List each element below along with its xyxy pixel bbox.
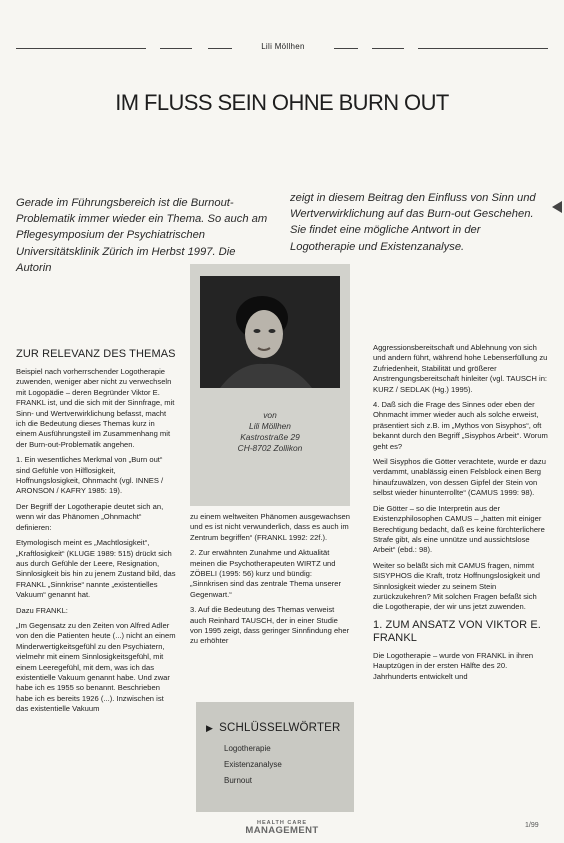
keyword-item: Existenzanalyse <box>224 760 282 769</box>
header-rule-right-3 <box>418 48 548 49</box>
header-rule-left-1 <box>16 48 146 49</box>
keywords-box <box>196 702 354 812</box>
col2-paragraph-2: 2. Zur erwähnten Zunahme und Aktualität meinen die Psychotherapeuten WIRTZ und ZÖBELI (1995: 56) kurz und bündig: „Sinnkrisen sind das zentrale Thema unserer Gegenwart.“ <box>190 548 341 599</box>
column-2 <box>190 512 350 646</box>
page-number: 1/99 <box>525 822 539 829</box>
photo-caption-name: Lili Möllhen <box>249 421 291 431</box>
logo-top-text: HEALTH CARE <box>256 820 307 826</box>
col1-paragraph-5: Dazu FRANKL: <box>16 605 68 615</box>
header-rule-left-3 <box>208 48 232 49</box>
photo-caption-city: CH-8702 Zollikon <box>237 443 303 453</box>
header-rule-left-2 <box>160 48 192 49</box>
keywords-triangle-icon: ▶ <box>206 723 214 733</box>
lead-left-text: Gerade im Führungsbereich ist die Burnout-Problematik immer wieder ein Thema. So auch am Pflegesymposium der Psychiatrischen Universitätsklinik Zürich im Herbst 1997. Die Autorin <box>16 197 268 274</box>
keywords-heading <box>206 722 341 734</box>
author-name: Lili Möllhen <box>261 42 305 51</box>
page-marker-arrow-icon <box>552 201 562 213</box>
section-heading-ansatz: 1. ZUM ANSATZ VON VIKTOR E. FRANKL <box>373 618 541 644</box>
col1-paragraph-1: Beispiel nach vorherrschender Logotherapie zuwenden, weniger aber nicht zu verwechseln mit Logopädie – deren Begründer Viktor E. FRANKL ist, und die sich mit der Sinnfrage, mit Sinn- und Wertverwirklichung befasst, macht ich die Bedeutung dieses Themas kurz in einem Ausführungsteil im Zusammenhang mit der Burn-out-Problematik angehen. <box>16 367 175 449</box>
lead-right-text: zeigt in diesem Beitrag den Einfluss von Sinn und Wertverwirklichung auf das Burn-out Geschehen. Sie findet eine mögliche Antwort in der Logotherapie und Existenzanalyse. <box>290 192 536 253</box>
col2-paragraph-3: 3. Auf die Bedeutung des Themas verweist auch Reinhard TAUSCH, der in einer Studie von 1995 zeigt, dass geringer Sinnfindung eher zu erhöhter <box>190 605 350 646</box>
col1-paragraph-6: „Im Gegensatz zu den Zeiten von Alfred Adler von den die Patienten heute (...) nicht an einem Minderwertigkeitsgefühl zu den Psychiatern, vielmehr mit einem Sinnlosigkeitsgefühl, mit einem Leeregefühl, mit dem, was ich das existentielle Vakuum genannt habe. Und zwar habe ich es 1955 so benannt. Beschrieben habe ich es bereits 1926 (...). Inzwischen ist das existentielle Vakuum <box>16 620 176 714</box>
col3-paragraph-2: 4. Daß sich die Frage des Sinnes oder eben der Ohnmacht immer wieder auch als solche erweist, präsentiert sich z.B. im „Mythos von Sisyphos“, oft bekannt durch den Begriff „Sisyphos Arbeit“. Worum geht es? <box>373 400 548 451</box>
header-rule-right-1 <box>334 48 358 49</box>
magazine-logo <box>222 820 342 836</box>
col2-paragraph-1: zu einem weltweiten Phänomen ausgewachsen und es ist nicht verwunderlich, dass es auch im Zentrum begriffen“ (FRANKL 1992: 22f.). <box>190 512 350 542</box>
lead-right <box>290 190 548 255</box>
col3-paragraph-3: Weil Sisyphos die Götter verachtete, wurde er dazu verdammt, unablässig einen Felsblock einen Berg hinaufzuwälzen, von dessen Gipfel der Stein von selbst wieder hinunterrollte“ (CAMUS 1999: 98). <box>373 457 546 498</box>
section-heading-relevanz: ZUR RELEVANZ DES THEMAS <box>16 348 176 360</box>
col1-paragraph-4: Etymologisch meint es „Machtlosigkeit“, „Kraftlosigkeit“ (KLUGE 1989: 515) drückt sich aus durch Gefühle der Leere, Resignation, Sinnlosigkeit bis hin zu jenem Zustand bild, das FRANKL „Sinnkrise“ nannte „existentielles Vakuum“ genannt hat. <box>16 538 176 600</box>
article-title: IM FLUSS SEIN OHNE BURN OUT <box>115 90 449 115</box>
author-photo <box>200 276 340 388</box>
column-3 <box>373 343 548 833</box>
keyword-item: Logotherapie <box>224 744 271 753</box>
logo-bottom-text: MANAGEMENT <box>245 825 319 836</box>
keywords-heading-text: SCHLÜSSELWÖRTER <box>219 722 341 734</box>
col3-paragraph-4: Die Götter – so die Interpretin aus der Existenzphilosophen CAMUS – „hatten mit einiger Berechtigung bedacht, daß es keine fürchterlichere Strafe gibt, als eine unnütze und aussichtslose Arbeit“ (ebd.: 98). <box>373 503 545 555</box>
photo-caption-street: Kastrostraße 29 <box>240 432 300 442</box>
col3-paragraph-6: Die Logotherapie – wurde von FRANKL in ihren Hauptzügen in der ersten Hälfte des 20. Jahrhunderts entwickelt und <box>373 650 534 681</box>
col1-paragraph-3: Der Begriff der Logotherapie deutet sich an, wenn wir das Phänomen „Ohnmacht“ definieren: <box>16 501 164 532</box>
author-portrait-icon <box>200 276 340 388</box>
col3-paragraph-1: Aggressionsbereitschaft und Ablehnung von sich und andern führt, während hohe Lebenserfüllung zu Zufriedenheit, Stabilität und größerer Anstrengungsbereitschaft hinleiter (vgl. TAUSCH in: KURZ / SEDLAK (Hg.) 1995). <box>373 343 548 394</box>
keyword-item: Burnout <box>224 776 253 785</box>
col3-paragraph-5: Weiter so beläßt sich mit CAMUS fragen, nimmt SISYPHOS die Kraft, trotz Hoffnungslosigkeit und Sinnlosigkeit wieder zu seinem Stein zurückzukehren? Mit solchen Fragen befaßt sich die Logotherapie, der wir uns jetzt zuwenden. <box>373 560 541 612</box>
photo-caption-label: von <box>263 410 277 420</box>
col1-paragraph-2: 1. Ein wesentliches Merkmal von „Burn out“ sind Gefühle von Hilflosigkeit, Hoffnungslosigkeit, Ohnmacht (vgl. INNES / ARONSON / KAFRY 1985: 19). <box>16 455 164 496</box>
column-1 <box>16 348 176 818</box>
header-rule-right-2 <box>372 48 404 49</box>
